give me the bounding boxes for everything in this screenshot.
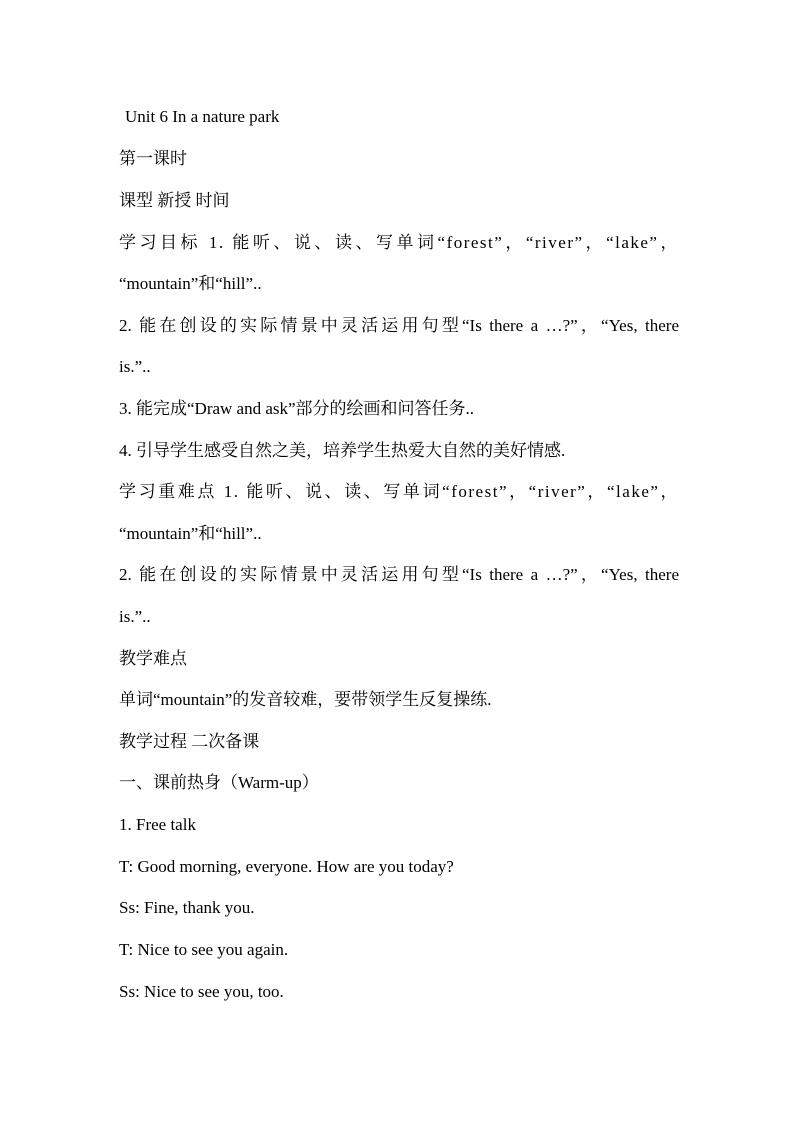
objective-2-line: 2. 能在创设的实际情景中灵活运用句型“Is there a …?”，“Yes, there — [119, 316, 679, 335]
dialogue-line: Ss: Fine, thank you. — [119, 898, 255, 917]
learning-objectives-continued: “mountain”和“hill”.. — [119, 274, 262, 293]
warm-up-heading: 一、课前热身（Warm-up） — [119, 773, 319, 792]
objective-2-continued: is.”.. — [119, 357, 151, 376]
learning-objectives-line: 学习目标 1. 能听、说、读、写单词“forest”，“river”，“lake”， — [119, 233, 679, 252]
teaching-process-heading: 教学过程 二次备课 — [119, 732, 260, 751]
objective-4: 4. 引导学生感受自然之美，培养学生热爱大自然的美好情感. — [119, 441, 566, 460]
document-title: Unit 6 In a nature park — [125, 107, 280, 126]
free-talk-heading: 1. Free talk — [119, 815, 196, 834]
key-point-2-line: 2. 能在创设的实际情景中灵活运用句型“Is there a …?”，“Yes, there — [119, 565, 679, 584]
lesson-period: 第一课时 — [119, 149, 187, 168]
difficulty-heading: 教学难点 — [119, 649, 187, 668]
key-point-2-continued: is.”.. — [119, 607, 151, 626]
dialogue-line: T: Nice to see you again. — [119, 940, 289, 959]
lesson-type: 课型 新授 时间 — [119, 191, 230, 210]
dialogue-line: Ss: Nice to see you, too. — [119, 982, 284, 1001]
dialogue-line: T: Good morning, everyone. How are you today? — [119, 857, 454, 876]
objective-3: 3. 能完成“Draw and ask”部分的绘画和问答任务.. — [119, 399, 475, 418]
key-points-continued: “mountain”和“hill”.. — [119, 524, 262, 543]
difficulty-text: 单词“mountain”的发音较难，要带领学生反复操练. — [119, 690, 492, 709]
key-points-line: 学习重难点 1. 能听、说、读、写单词“forest”，“river”，“lake”， — [119, 482, 679, 501]
